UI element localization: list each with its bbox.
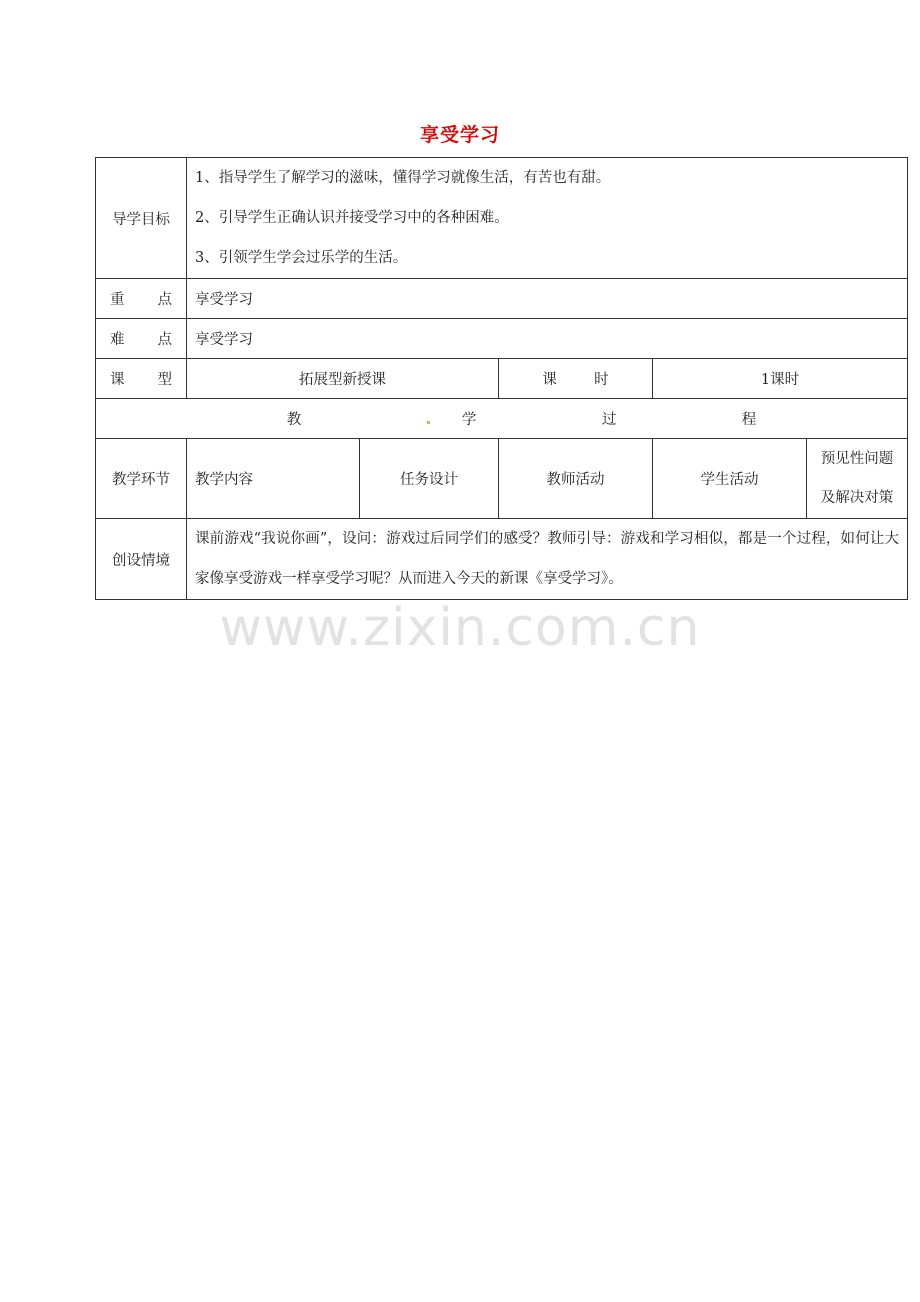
watermark: www.zixin.com.cn (219, 598, 701, 658)
scene-text: 课前游戏“我说你画”，设问：游戏过后同学们的感受？教师引导：游戏和学习相似，都是一个过程，如何让大家像享受游戏一样享受学习呢？从而进入今天的新课《享受学习》。 (187, 519, 908, 600)
process-char-1: 教 (286, 412, 302, 428)
lesson-type-label-a: 课 (110, 372, 125, 388)
goal-line-2: 2、引导学生正确认识并接受学习中的各种困难。 (195, 210, 509, 226)
key-point-row (96, 279, 908, 319)
goals-row (96, 158, 908, 279)
lesson-hours-label-b: 时 (594, 372, 609, 388)
process-char-4: 程 (741, 412, 757, 428)
lesson-hours-label-a: 课 (542, 372, 557, 388)
goals-content (187, 158, 908, 279)
goal-line-1: 1、指导学生了解学习的滋味，懂得学习就像生活，有苦也有甜。 (195, 170, 611, 186)
lesson-type-value: 拓展型新授课 (187, 359, 499, 399)
lesson-type-row (96, 359, 908, 399)
difficulty-row (96, 319, 908, 359)
header-stage: 教学环节 (96, 439, 187, 519)
scene-row (96, 519, 908, 600)
difficulty-label-a: 难 (110, 332, 125, 348)
process-char-3: 过 (601, 412, 617, 428)
lesson-type-label (96, 359, 187, 399)
decorative-dot-icon (427, 421, 430, 424)
goal-line-3: 3、引领学生学会过乐学的生活。 (195, 250, 408, 266)
key-point-value: 享受学习 (187, 279, 908, 319)
page-title: 享受学习 (419, 124, 500, 146)
difficulty-label-b: 点 (157, 332, 172, 348)
header-content: 教学内容 (187, 439, 360, 519)
key-point-label-a: 重 (110, 292, 125, 308)
header-foresee-line1: 预见性问题 (820, 450, 894, 467)
header-foresee (807, 439, 908, 519)
header-task: 任务设计 (360, 439, 499, 519)
goals-label: 导学目标 (96, 158, 187, 279)
key-point-label-b: 点 (157, 292, 172, 308)
lesson-plan-table (95, 157, 908, 600)
process-char-2-group (427, 408, 477, 429)
column-header-row (96, 439, 908, 519)
header-student: 学生活动 (653, 439, 807, 519)
lesson-hours-label (499, 359, 653, 399)
header-foresee-line2: 及解决对策 (820, 489, 894, 506)
process-char-2: 学 (461, 412, 477, 428)
process-row (96, 399, 908, 439)
key-point-label (96, 279, 187, 319)
difficulty-label (96, 319, 187, 359)
lesson-type-label-b: 型 (157, 372, 172, 388)
header-teacher: 教师活动 (499, 439, 653, 519)
difficulty-value: 享受学习 (187, 319, 908, 359)
scene-label: 创设情境 (96, 519, 187, 600)
lesson-hours-value: 1课时 (653, 359, 908, 399)
process-heading (96, 399, 908, 439)
